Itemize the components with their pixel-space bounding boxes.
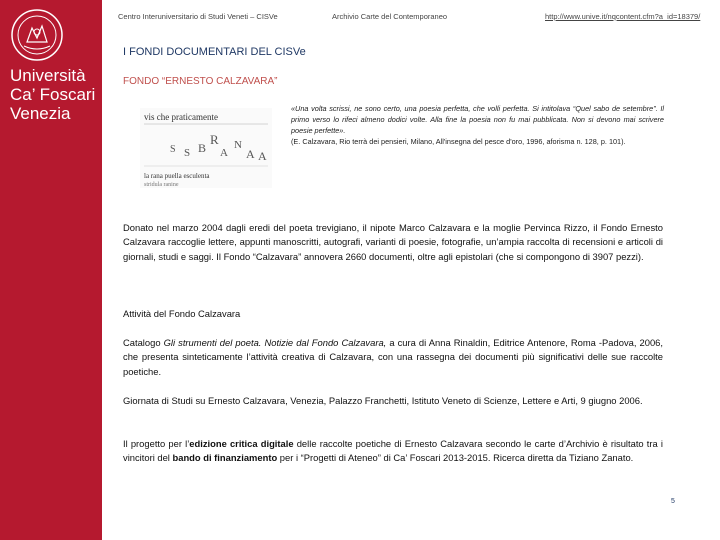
catalogo-paragraph <box>123 336 663 379</box>
manuscript-image <box>140 108 272 188</box>
giornata-label: Giornata di Studi <box>123 395 193 406</box>
quote-block <box>291 103 664 147</box>
university-name <box>10 66 95 123</box>
manuscript-line: vis che praticamente <box>144 112 218 122</box>
catalogo-text: a cura di Anna Rinaldin, Editrice Antenore, Roma -Padova, 2006, che presenta sinteticamente l’attività creativa di Calzavara, con una rassegna dei documenti più significativi delle sue raccolte poetiche. <box>123 337 663 377</box>
giornata-paragraph <box>123 394 663 408</box>
fondo-title: FONDO “ERNESTO CALZAVARA” <box>123 76 278 87</box>
page-number: 5 <box>671 498 675 505</box>
progetto-text: Il progetto per l’ <box>123 438 190 449</box>
university-seal-icon <box>10 8 64 62</box>
progetto-text: delle raccolte poetiche di Ernesto Calzavara secondo le carte d’Archivio è risultato tra i vincitori del <box>123 438 663 464</box>
activities-heading: Attività del Fondo Calzavara <box>123 308 241 319</box>
progetto-paragraph <box>123 437 663 466</box>
university-name-line: Venezia <box>10 104 71 123</box>
progetto-bold: edizione critica digitale <box>189 438 294 449</box>
giornata-text: su Ernesto Calzavara, Venezia, Palazzo Franchetti, Istituto Veneto di Scienze, Lettere e Arti, 9 giugno 2006. <box>192 395 643 406</box>
manuscript-letter: B <box>198 141 207 155</box>
manuscript-letter: A <box>246 147 255 161</box>
catalogo-title: Gli strumenti del poeta. Notizie dal Fondo Calzavara, <box>163 337 387 348</box>
manuscript-line: la rana puella esculenta <box>144 172 210 180</box>
catalogo-label: Catalogo <box>123 337 161 348</box>
progetto-bold: bando di finanziamento <box>172 452 278 464</box>
manuscript-line: stridula ranine <box>144 182 179 188</box>
university-name-line: Ca’ Foscari <box>10 85 96 104</box>
manuscript-letter: S <box>184 147 191 159</box>
header-url-link[interactable]: http://www.unive.it/nqcontent.cfm?a_id=18379/ <box>545 12 701 21</box>
page-title: I FONDI DOCUMENTARI DEL CISVe <box>123 46 306 58</box>
manuscript-letter: A <box>220 147 228 159</box>
header-archive-name: Archivio Carte del Contemporaneo <box>332 12 448 21</box>
fondo-description: Donato nel marzo 2004 dagli eredi del poeta trevigiano, il nipote Marco Calzavara e la moglie Pervinca Rizzo, il Fondo Ernesto Calzavara raccoglie lettere, appunti manoscritti, autografi, varianti di poesie, fotografie, un’ampia raccolta di recensioni e articoli di giornali, studi e saggi. Il Fondo “Calzavara” annovera 2660 documenti, oltre agli epistolari (che si compongono di 3907 pezzi). <box>123 222 663 262</box>
university-name-line: Università <box>10 66 86 85</box>
quote-text: «Una volta scrissi, ne sono certo, una poesia perfetta, che volli perfetta. Si intitolava “Quel sabo de setembre”. Il primo verso lo rifeci almeno dodici volte. Alla fine la poesia non fu mai pubblicata. Non si devono mai scrivere poesie perfette». <box>291 104 664 135</box>
manuscript-letter: S <box>170 144 176 155</box>
manuscript-letter: R <box>210 132 219 147</box>
progetto-text: per i “Progetti di Ateneo” di Ca’ Foscari 2013-2015. Ricerca diretta da Tiziano Zanato. <box>277 452 634 464</box>
quote-citation: (E. Calzavara, Rio terrà dei pensieri, Milano, All'insegna del pesce d'oro, 1996, aforisma n. 128, p. 101). <box>291 137 626 146</box>
sidebar <box>0 0 102 540</box>
manuscript-letter: A <box>258 149 267 163</box>
manuscript-letter: N <box>234 139 242 151</box>
header-center-name: Centro Interuniversitario di Studi Veneti – CISVe <box>118 12 278 21</box>
